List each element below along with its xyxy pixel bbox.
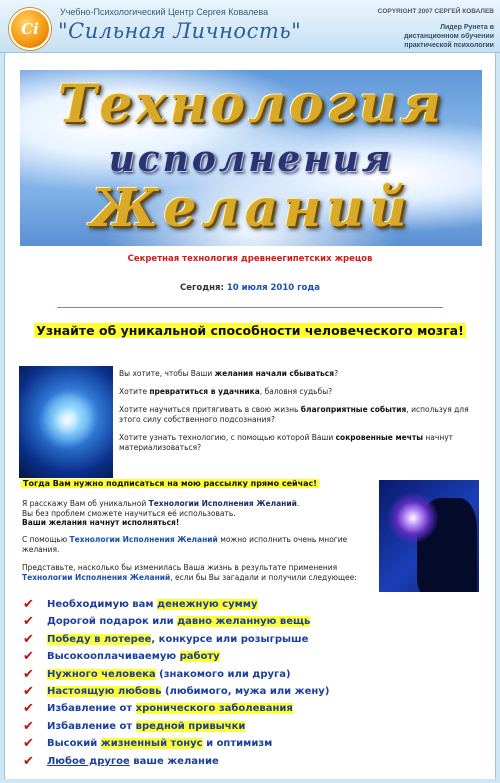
check-mark-icon: ✔	[23, 683, 34, 699]
question-4: Хотите узнать технологию, с помощью которой Ваши сокровенные мечты начнут материализоваться?	[119, 433, 454, 452]
subscribe-callout	[21, 479, 319, 488]
check-mark-icon: ✔	[23, 649, 34, 665]
wish-checklist	[23, 597, 463, 771]
check-mark-icon: ✔	[23, 753, 34, 769]
banner-line-3: Желаний	[90, 178, 412, 239]
list-item: ✔ Высокий жизненный тонус и оптимизм	[23, 736, 273, 752]
question-2: Хотите превратиться в удачника, баловня судьбы?	[119, 387, 333, 396]
question-3: Хотите научиться притягивать в свою жизнь благоприятные события, используя для этого силу собственного подсознания?	[119, 405, 469, 424]
check-mark-icon: ✔	[23, 614, 34, 630]
subscribe-text: Тогда Вам нужно подписаться на мою рассылку прямо сейчас!	[23, 479, 317, 488]
check-mark-icon: ✔	[23, 666, 34, 682]
today-label: Сегодня:	[179, 283, 224, 293]
site-header	[0, 0, 500, 53]
list-item: ✔ Любое другое ваше желание	[23, 753, 219, 769]
divider	[57, 307, 443, 308]
headline-text: Узнайте об уникальной способности человеческого мозга!	[36, 323, 464, 338]
list-item: ✔ Победу в лотерее, конкурсе или розыгрыше	[23, 631, 309, 647]
brand-title[interactable]: "Сильная Личность"	[58, 19, 302, 43]
check-mark-icon: ✔	[23, 701, 34, 717]
check-mark-icon: ✔	[23, 631, 34, 647]
center-name: Учебно-Психологический Центр Сергея Ковалева	[60, 7, 269, 17]
logo-icon[interactable]: Ci	[9, 8, 51, 50]
question-1: Вы хотите, чтобы Ваши желания начали сбываться?	[119, 369, 339, 378]
copyright: COPYRIGHT 2007 СЕРГЕЙ КОВАЛЕВ	[377, 8, 494, 15]
brain-energy-image	[19, 366, 113, 478]
list-item: ✔ Высокооплачиваемую работу	[23, 649, 220, 665]
galaxy-icon	[387, 492, 439, 544]
content-area	[4, 53, 496, 779]
hero-banner	[20, 70, 482, 246]
mind-galaxy-image	[379, 480, 479, 592]
leader-tagline: Лидер Рунета в дистанционном обучении практической психологии	[403, 24, 494, 49]
list-item: ✔ Избавление от хронического заболевания	[23, 701, 293, 717]
imagine-paragraph: Представьте, насколько бы изменилась Ваша жизнь в результате применения Технологии Исполнения Желаний, если бы Вы загадали и получили следующее:	[22, 563, 357, 582]
list-item: ✔ Дорогой подарок или давно желанную вещь	[23, 614, 311, 630]
check-mark-icon: ✔	[23, 736, 34, 752]
glow-icon	[39, 391, 94, 451]
list-item: ✔ Настоящую любовь (любимого, мужа или жену)	[23, 683, 330, 699]
intro-paragraph: Я расскажу Вам об уникальной Технологии Исполнения Желаний. Вы без проблем сможете научиться её использовать. Ваши желания начнут исполняться!	[22, 499, 300, 527]
list-item: ✔ Нужного человека (знакомого или друга)	[23, 666, 291, 682]
help-paragraph: С помощью Технологии Исполнения Желаний можно исполнить очень многие желания.	[22, 535, 348, 554]
banner-line-1: Технология	[57, 74, 445, 135]
today-line	[5, 283, 495, 293]
today-date: 10 июля 2010 года	[226, 283, 320, 293]
list-item: ✔ Необходимую вам денежную сумму	[23, 597, 258, 612]
check-mark-icon: ✔	[23, 597, 34, 612]
headline	[5, 323, 495, 338]
secret-subtitle: Секретная технология древнеегипетских жрецов	[127, 254, 373, 264]
list-item: ✔ Избавление от вредной привычки	[23, 718, 246, 734]
banner-line-2: исполнения	[108, 138, 394, 180]
check-mark-icon: ✔	[23, 718, 34, 734]
